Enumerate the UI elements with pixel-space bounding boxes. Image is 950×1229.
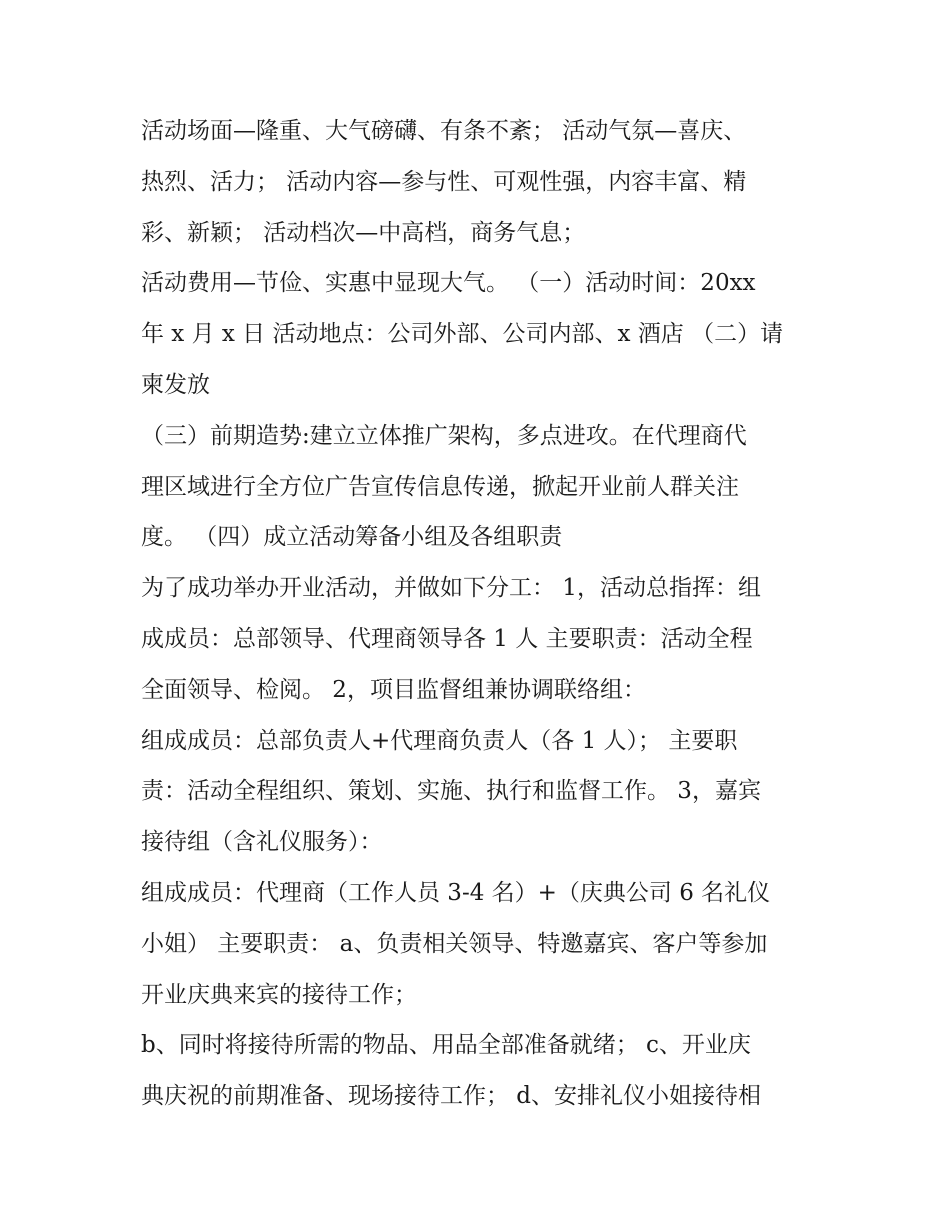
text-line: 责：活动全程组织、策划、实施、执行和监督工作。 3，嘉宾 — [141, 778, 761, 805]
text-line: 全面领导、检阅。 2，项目监督组兼协调联络组： — [141, 676, 646, 703]
text-line: 理区域进行全方位广告宣传信息传递，掀起开业前人群关注 — [141, 473, 739, 500]
text-line: 成成员：总部领导、代理商领导各 1 人 主要职责：活动全程 — [141, 625, 753, 652]
text-line: （三）前期造势:建立立体推广架构，多点进攻。在代理商代 — [141, 422, 747, 449]
text-line: 活动场面—隆重、大气磅礴、有条不紊； 活动气氛—喜庆、 — [141, 118, 747, 144]
text-line: 彩、新颖； 活动档次—中高档，商务气息； — [141, 219, 586, 246]
text-line: b、同时将接待所需的物品、用品全部准备就绪； c、开业庆 — [141, 1032, 751, 1059]
text-line: 度。 （四）成立活动筹备小组及各组职责 — [141, 524, 563, 551]
text-line: 小姐） 主要职责： a、负责相关领导、特邀嘉宾、客户等参加 — [141, 930, 768, 957]
text-line: 接待组（含礼仪服务）： — [141, 829, 383, 856]
text-line: 开业庆典来宾的接待工作； — [141, 981, 417, 1008]
body-text — [141, 106, 821, 1122]
text-line: 年 x 月 x 日 活动地点：公司外部、公司内部、x 酒店 （二）请 — [141, 321, 784, 348]
text-line: 为了成功举办开业活动，并做如下分工： 1，活动总指挥：组 — [141, 575, 761, 602]
text-line: 柬发放 — [141, 371, 210, 398]
text-line: 组成成员：代理商（工作人员 3-4 名）+（庆典公司 6 名礼仪 — [141, 879, 771, 906]
text-line: 典庆祝的前期准备、现场接待工作； d、安排礼仪小姐接待相 — [141, 1083, 762, 1110]
text-line: 活动费用—节俭、实惠中显现大气。 （一）活动时间：20xx — [141, 270, 756, 297]
text-line: 组成成员：总部负责人+代理商负责人（各 1 人）； 主要职 — [141, 727, 738, 754]
text-line: 热烈、活力； 活动内容—参与性、可观性强，内容丰富、精 — [141, 168, 747, 195]
